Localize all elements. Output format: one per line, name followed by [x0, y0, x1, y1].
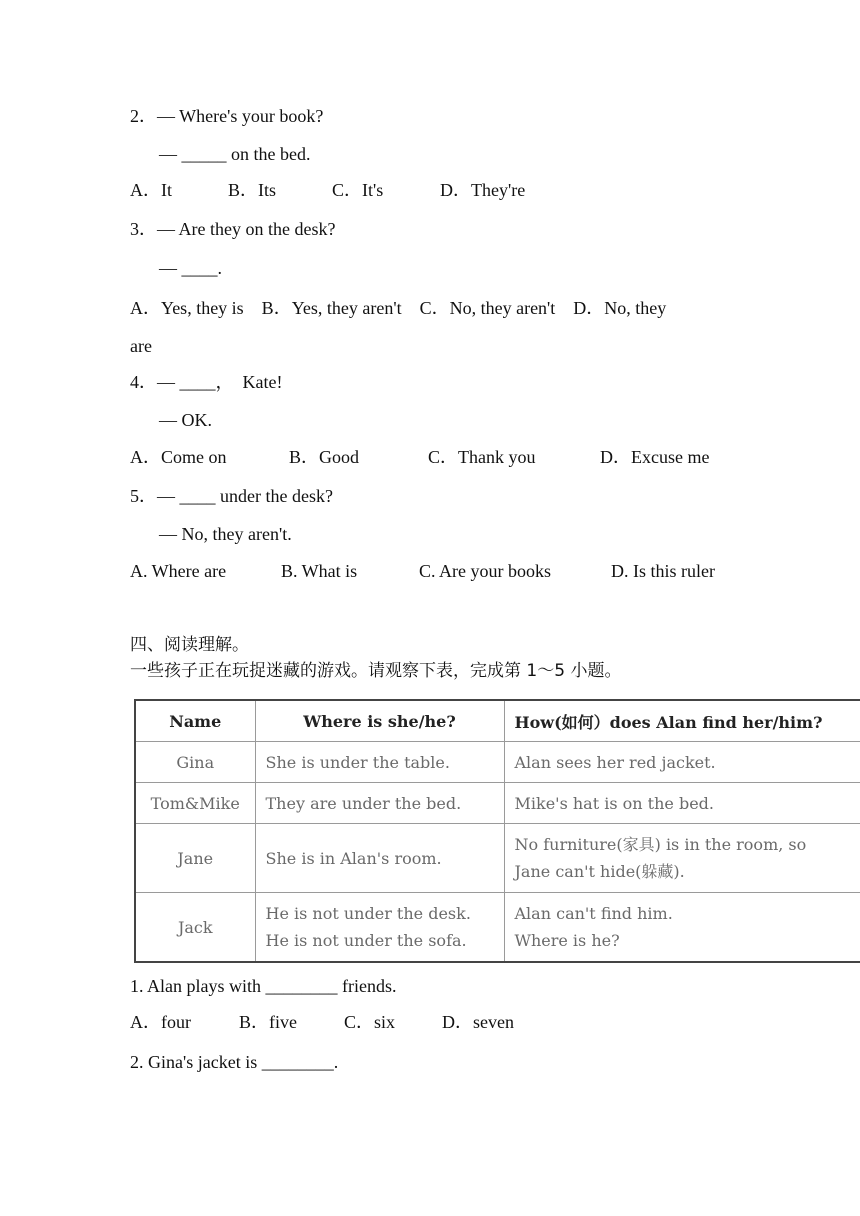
header-where: Where is she/he? — [255, 700, 504, 742]
question-4-text: 4．— ____， Kate! — [130, 372, 283, 392]
option-5b: B. What is — [281, 561, 358, 581]
name-cell: Jack — [135, 893, 255, 963]
reading-option-1c: C．six — [344, 1012, 396, 1032]
how-cell — [504, 783, 860, 824]
how-line: Alan sees her red jacket. — [514, 752, 716, 772]
reading-option-1a: A．four — [130, 1012, 191, 1032]
question-5-text: 5．— ____ under the desk? — [130, 486, 333, 506]
how-cell — [504, 893, 860, 963]
reading-option-1d: D．seven — [442, 1012, 514, 1032]
question-2-answer-line: — _____ on the bed. — [159, 144, 311, 164]
section-4-heading: 四、阅读理解。 — [130, 635, 249, 655]
how-line: Where is he? — [514, 931, 620, 950]
question-5-answer-line: — No, they aren't. — [159, 524, 292, 544]
option-5a: A. Where are — [130, 561, 227, 581]
where-cell — [255, 893, 504, 963]
header-how: How(如何）does Alan find her/him? — [504, 700, 860, 742]
how-line: Alan can't find him. — [514, 904, 673, 923]
header-name: Name — [135, 700, 255, 742]
table-row — [135, 783, 860, 824]
question-3-answer-line: — ____. — [159, 258, 222, 278]
option-2a: A．It — [130, 180, 172, 200]
option-2d: D．They're — [440, 180, 526, 200]
question-2-text: 2．— Where's your book? — [130, 106, 324, 126]
how-line: Mike's hat is on the bed. — [514, 793, 714, 813]
option-2b: B．Its — [228, 180, 277, 200]
where-cell — [255, 742, 504, 783]
option-5d: D. Is this ruler — [611, 561, 715, 581]
how-cell — [504, 742, 860, 783]
table-header-row — [135, 700, 860, 742]
name-cell: Gina — [135, 742, 255, 783]
how-line: Jane can't hide(躲藏). — [514, 862, 685, 881]
question-4-answer-line: — OK. — [159, 410, 212, 430]
reading-question-2: 2. Gina's jacket is ________. — [130, 1052, 339, 1072]
reading-option-1b: B．five — [239, 1012, 297, 1032]
how-cell — [504, 824, 860, 893]
where-line: She is in Alan's room. — [265, 848, 442, 868]
table-row — [135, 824, 860, 893]
where-line: He is not under the desk. — [265, 904, 471, 923]
question-3-options-wrap: are — [130, 336, 152, 356]
where-cell — [255, 824, 504, 893]
where-line: She is under the table. — [265, 752, 450, 772]
option-4a: A．Come on — [130, 447, 227, 467]
hide-and-seek-table — [134, 699, 860, 963]
table-row — [135, 893, 860, 963]
name-cell: Tom&Mike — [135, 783, 255, 824]
option-4d: D．Excuse me — [600, 447, 710, 467]
table-row — [135, 742, 860, 783]
where-line: They are under the bed. — [265, 793, 462, 813]
section-4-instruction: 一些孩子正在玩捉迷藏的游戏。请观察下表，完成第 1～5 小题。 — [130, 661, 622, 681]
option-2c: C．It's — [332, 180, 384, 200]
how-line: No furniture(家具) is in the room, so — [514, 835, 807, 854]
where-cell — [255, 783, 504, 824]
option-5c: C. Are your books — [419, 561, 551, 581]
option-4b: B．Good — [289, 447, 360, 467]
where-line: He is not under the sofa. — [265, 931, 467, 950]
question-3-text: 3．— Are they on the desk? — [130, 219, 336, 239]
option-4c: C．Thank you — [428, 447, 536, 467]
question-3-options: A．Yes, they is B．Yes, they aren't C．No, they aren't D．No, they — [130, 298, 667, 318]
reading-question-1: 1. Alan plays with ________ friends. — [130, 976, 397, 996]
name-cell: Jane — [135, 824, 255, 893]
